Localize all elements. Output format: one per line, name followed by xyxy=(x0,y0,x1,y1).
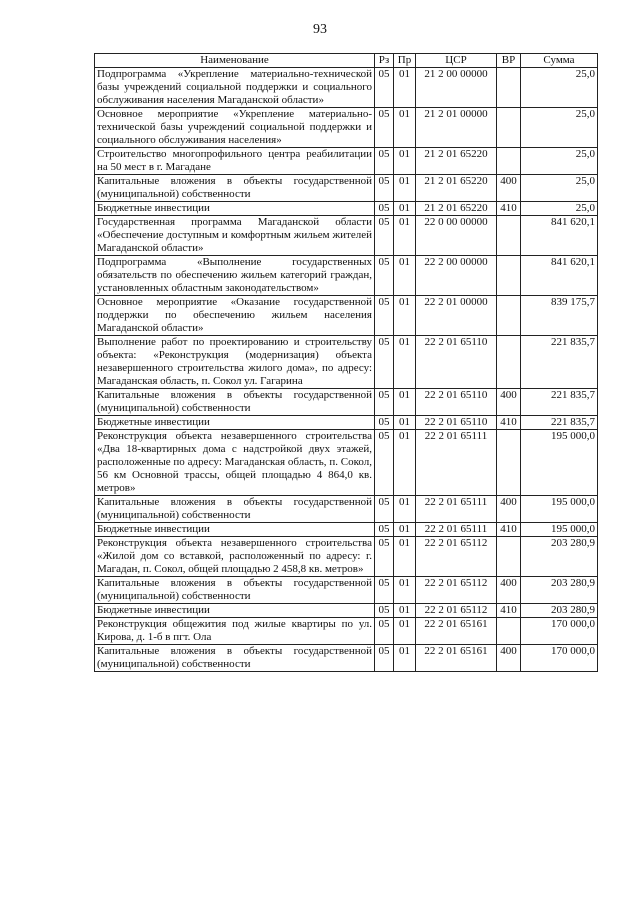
table-row xyxy=(95,256,598,296)
row-sum: 25,0 xyxy=(521,202,598,216)
row-rz: 05 xyxy=(375,604,394,618)
row-csr: 22 2 01 65112 xyxy=(416,577,497,604)
row-vr: 400 xyxy=(497,645,521,672)
row-name: Строительство многопрофильного центра реабилитации на 50 мест в г. Магадане xyxy=(95,148,375,175)
row-vr xyxy=(497,216,521,256)
row-name: Бюджетные инвестиции xyxy=(95,202,375,216)
row-sum: 25,0 xyxy=(521,108,598,148)
row-vr xyxy=(497,430,521,496)
row-rz: 05 xyxy=(375,430,394,496)
row-pr: 01 xyxy=(394,604,416,618)
row-pr: 01 xyxy=(394,336,416,389)
row-name: Капитальные вложения в объекты государственной (муниципальной) собственности xyxy=(95,389,375,416)
row-vr: 400 xyxy=(497,496,521,523)
row-csr: 21 2 01 65220 xyxy=(416,175,497,202)
table-row xyxy=(95,108,598,148)
row-pr: 01 xyxy=(394,430,416,496)
row-pr: 01 xyxy=(394,645,416,672)
row-sum: 841 620,1 xyxy=(521,256,598,296)
row-sum: 195 000,0 xyxy=(521,496,598,523)
row-pr: 01 xyxy=(394,389,416,416)
row-sum: 839 175,7 xyxy=(521,296,598,336)
row-csr: 22 2 01 65111 xyxy=(416,523,497,537)
row-csr: 22 2 01 65110 xyxy=(416,389,497,416)
row-csr: 22 2 00 00000 xyxy=(416,256,497,296)
table-row xyxy=(95,68,598,108)
row-sum: 203 280,9 xyxy=(521,537,598,577)
row-name: Государственная программа Магаданской области «Обеспечение доступным и комфортным жильем жителей Магаданской области» xyxy=(95,216,375,256)
row-sum: 170 000,0 xyxy=(521,618,598,645)
table-row xyxy=(95,389,598,416)
row-rz: 05 xyxy=(375,496,394,523)
row-pr: 01 xyxy=(394,202,416,216)
row-vr: 410 xyxy=(497,202,521,216)
table-row xyxy=(95,604,598,618)
row-vr xyxy=(497,148,521,175)
row-rz: 05 xyxy=(375,618,394,645)
header-rz: Рз xyxy=(375,54,394,68)
row-pr: 01 xyxy=(394,68,416,108)
row-name: Основное мероприятие «Оказание государственной поддержки по обеспечению жильем населения Магаданской области» xyxy=(95,296,375,336)
row-rz: 05 xyxy=(375,537,394,577)
table-row xyxy=(95,175,598,202)
row-csr: 22 2 01 65110 xyxy=(416,336,497,389)
row-vr xyxy=(497,336,521,389)
row-sum: 841 620,1 xyxy=(521,216,598,256)
row-pr: 01 xyxy=(394,148,416,175)
table-header-row xyxy=(95,54,598,68)
row-pr: 01 xyxy=(394,216,416,256)
row-vr: 410 xyxy=(497,416,521,430)
row-name: Подпрограмма «Укрепление материально-технической базы учреждений социальной поддержки и социального обслуживания населения Магаданской области» xyxy=(95,68,375,108)
row-name: Основное мероприятие «Укрепление материально-технической базы учреждений социальной поддержки и социального обслуживания населения» xyxy=(95,108,375,148)
row-rz: 05 xyxy=(375,523,394,537)
row-csr: 22 2 01 65111 xyxy=(416,430,497,496)
row-rz: 05 xyxy=(375,296,394,336)
row-sum: 25,0 xyxy=(521,175,598,202)
row-csr: 21 2 01 65220 xyxy=(416,202,497,216)
row-vr xyxy=(497,618,521,645)
row-vr xyxy=(497,537,521,577)
row-pr: 01 xyxy=(394,108,416,148)
table-row xyxy=(95,577,598,604)
row-csr: 22 2 01 65112 xyxy=(416,537,497,577)
table-row xyxy=(95,148,598,175)
row-name: Реконструкция общежития под жилые квартиры по ул. Кирова, д. 1-б в пгт. Ола xyxy=(95,618,375,645)
row-csr: 22 2 01 65111 xyxy=(416,496,497,523)
row-csr: 22 2 01 65161 xyxy=(416,618,497,645)
row-vr: 400 xyxy=(497,577,521,604)
row-vr xyxy=(497,68,521,108)
row-csr: 21 2 01 00000 xyxy=(416,108,497,148)
row-sum: 195 000,0 xyxy=(521,523,598,537)
table-body xyxy=(95,68,598,672)
row-name: Реконструкция объекта незавершенного строительства «Жилой дом со вставкой, расположенный по адресу: г. Магадан, п. Сокол, общей площадью 2 458,8 кв. метров» xyxy=(95,537,375,577)
budget-table xyxy=(94,53,598,672)
row-name: Реконструкция объекта незавершенного строительства «Два 18-квартирных дома с надстройкой двух этажей, расположенные по адресу: Магаданская область, п. Сокол, 56 км Основной трассы, общей площадью 4 864,0 кв. метров» xyxy=(95,430,375,496)
row-vr: 400 xyxy=(497,175,521,202)
row-rz: 05 xyxy=(375,416,394,430)
row-name: Капитальные вложения в объекты государственной (муниципальной) собственности xyxy=(95,496,375,523)
row-rz: 05 xyxy=(375,256,394,296)
row-sum: 170 000,0 xyxy=(521,645,598,672)
row-pr: 01 xyxy=(394,577,416,604)
row-rz: 05 xyxy=(375,148,394,175)
row-sum: 221 835,7 xyxy=(521,389,598,416)
row-sum: 25,0 xyxy=(521,68,598,108)
table-row xyxy=(95,296,598,336)
row-name: Бюджетные инвестиции xyxy=(95,523,375,537)
table-row xyxy=(95,336,598,389)
row-sum: 25,0 xyxy=(521,148,598,175)
row-rz: 05 xyxy=(375,175,394,202)
row-pr: 01 xyxy=(394,537,416,577)
header-vr: ВР xyxy=(497,54,521,68)
row-rz: 05 xyxy=(375,645,394,672)
row-vr: 410 xyxy=(497,523,521,537)
row-vr: 400 xyxy=(497,389,521,416)
table-row xyxy=(95,430,598,496)
row-csr: 22 2 01 65161 xyxy=(416,645,497,672)
row-name: Капитальные вложения в объекты государственной (муниципальной) собственности xyxy=(95,645,375,672)
row-csr: 22 2 01 65110 xyxy=(416,416,497,430)
table-row xyxy=(95,645,598,672)
row-name: Капитальные вложения в объекты государственной (муниципальной) собственности xyxy=(95,175,375,202)
page-number: 93 xyxy=(313,22,327,37)
row-csr: 22 0 00 00000 xyxy=(416,216,497,256)
table-row xyxy=(95,537,598,577)
row-name: Выполнение работ по проектированию и строительству объекта: «Реконструкция (модернизация) объекта незавершенного строительства жилого дома», по адресу: Магаданская область, п. Сокол ул. Гагарина xyxy=(95,336,375,389)
row-csr: 22 2 01 00000 xyxy=(416,296,497,336)
row-name: Подпрограмма «Выполнение государственных обязательств по обеспечению жильем категорий граждан, установленных областным законодательством» xyxy=(95,256,375,296)
header-sum: Сумма xyxy=(521,54,598,68)
row-vr xyxy=(497,296,521,336)
row-name: Бюджетные инвестиции xyxy=(95,416,375,430)
row-rz: 05 xyxy=(375,202,394,216)
row-sum: 203 280,9 xyxy=(521,604,598,618)
table-row xyxy=(95,202,598,216)
row-pr: 01 xyxy=(394,496,416,523)
row-csr: 21 2 00 00000 xyxy=(416,68,497,108)
row-vr: 410 xyxy=(497,604,521,618)
table-row xyxy=(95,416,598,430)
row-csr: 22 2 01 65112 xyxy=(416,604,497,618)
row-pr: 01 xyxy=(394,416,416,430)
row-rz: 05 xyxy=(375,216,394,256)
table-row xyxy=(95,496,598,523)
table-row xyxy=(95,216,598,256)
row-pr: 01 xyxy=(394,618,416,645)
table-row xyxy=(95,618,598,645)
row-rz: 05 xyxy=(375,336,394,389)
row-rz: 05 xyxy=(375,108,394,148)
header-name: Наименование xyxy=(95,54,375,68)
row-sum: 203 280,9 xyxy=(521,577,598,604)
row-pr: 01 xyxy=(394,256,416,296)
table-row xyxy=(95,523,598,537)
row-vr xyxy=(497,256,521,296)
row-vr xyxy=(497,108,521,148)
header-csr: ЦСР xyxy=(416,54,497,68)
row-sum: 221 835,7 xyxy=(521,416,598,430)
row-name: Бюджетные инвестиции xyxy=(95,604,375,618)
row-sum: 195 000,0 xyxy=(521,430,598,496)
row-rz: 05 xyxy=(375,68,394,108)
row-csr: 21 2 01 65220 xyxy=(416,148,497,175)
row-rz: 05 xyxy=(375,577,394,604)
row-sum: 221 835,7 xyxy=(521,336,598,389)
row-name: Капитальные вложения в объекты государственной (муниципальной) собственности xyxy=(95,577,375,604)
header-pr: Пр xyxy=(394,54,416,68)
row-pr: 01 xyxy=(394,296,416,336)
row-rz: 05 xyxy=(375,389,394,416)
row-pr: 01 xyxy=(394,523,416,537)
row-pr: 01 xyxy=(394,175,416,202)
